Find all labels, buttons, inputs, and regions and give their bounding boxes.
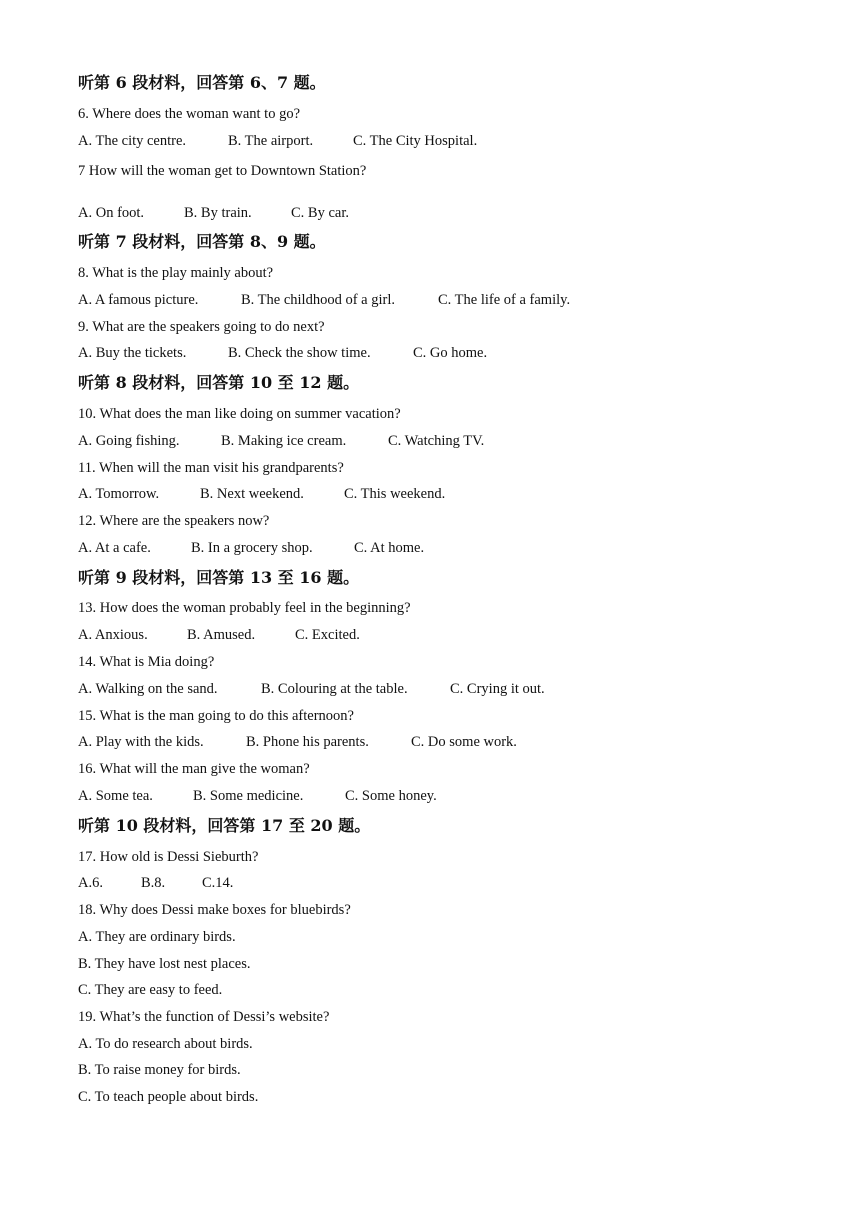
option-a: A. Some tea. [78,788,153,804]
section-heading: 听第 8 段材料，回答第 10 至 12 题。 [78,373,360,392]
option-c: C.14. [202,875,234,891]
option-c: C. They are easy to feed. [78,982,223,998]
option-b: B. Some medicine. [193,788,304,804]
option-c: C. Crying it out. [450,681,545,697]
question-text: 6. Where does the woman want to go? [78,106,301,122]
question-text: 17. How old is Dessi Sieburth? [78,849,259,865]
question-text: 15. What is the man going to do this afternoon? [78,708,354,724]
option-a: A. Going fishing. [78,433,180,449]
option-b: B. The childhood of a girl. [241,292,395,308]
option-c: C. The life of a family. [438,292,571,308]
option-a: A. Anxious. [78,627,148,643]
question-text: 12. Where are the speakers now? [78,513,270,529]
option-a: A. To do research about birds. [78,1036,253,1052]
option-a: A. Play with the kids. [78,734,204,750]
question-text: 11. When will the man visit his grandparents? [78,460,344,476]
question-text: 9. What are the speakers going to do next? [78,319,325,335]
option-a: A. On foot. [78,205,145,221]
option-b: B. In a grocery shop. [191,540,313,556]
option-a: A. They are ordinary birds. [78,929,236,945]
option-c: C. This weekend. [344,486,446,502]
option-b: B.8. [141,875,166,891]
option-c: C. Watching TV. [388,433,485,449]
option-c: C. By car. [291,205,349,221]
question-text: 10. What does the man like doing on summer vacation? [78,406,401,422]
section-heading: 听第 10 段材料，回答第 17 至 20 题。 [78,816,371,835]
option-c: C. Do some work. [411,734,517,750]
option-b: B. They have lost nest places. [78,956,251,972]
option-a: A. Walking on the sand. [78,681,218,697]
section-heading: 听第 9 段材料，回答第 13 至 16 题。 [78,568,360,587]
question-text: 7 How will the woman get to Downtown Station? [78,163,367,179]
option-b: B. Phone his parents. [246,734,369,750]
option-b: B. The airport. [228,133,314,149]
option-b: B. Colouring at the table. [261,681,408,697]
option-c: C. To teach people about birds. [78,1089,259,1105]
option-c: C. At home. [354,540,425,556]
option-c: C. Some honey. [345,788,437,804]
section-heading: 听第 7 段材料，回答第 8、9 题。 [78,232,326,251]
option-b: B. To raise money for birds. [78,1062,241,1078]
option-a: A.6. [78,875,103,891]
option-b: B. Check the show time. [228,345,371,361]
question-text: 16. What will the man give the woman? [78,761,310,777]
option-b: B. Amused. [187,627,256,643]
option-a: A. At a cafe. [78,540,151,556]
section-heading: 听第 6 段材料，回答第 6、7 题。 [78,73,326,92]
question-text: 19. What’s the function of Dessi’s website? [78,1009,330,1025]
option-a: A. A famous picture. [78,292,199,308]
option-a: A. Buy the tickets. [78,345,187,361]
option-b: B. Next weekend. [200,486,304,502]
option-c: C. Excited. [295,627,360,643]
option-c: C. The City Hospital. [353,133,478,149]
option-a: A. Tomorrow. [78,486,160,502]
question-text: 13. How does the woman probably feel in the beginning? [78,600,411,616]
question-text: 14. What is Mia doing? [78,654,215,670]
option-c: C. Go home. [413,345,488,361]
question-text: 18. Why does Dessi make boxes for bluebirds? [78,902,351,918]
option-a: A. The city centre. [78,133,187,149]
option-b: B. Making ice cream. [221,433,347,449]
question-text: 8. What is the play mainly about? [78,265,274,281]
option-b: B. By train. [184,205,252,221]
